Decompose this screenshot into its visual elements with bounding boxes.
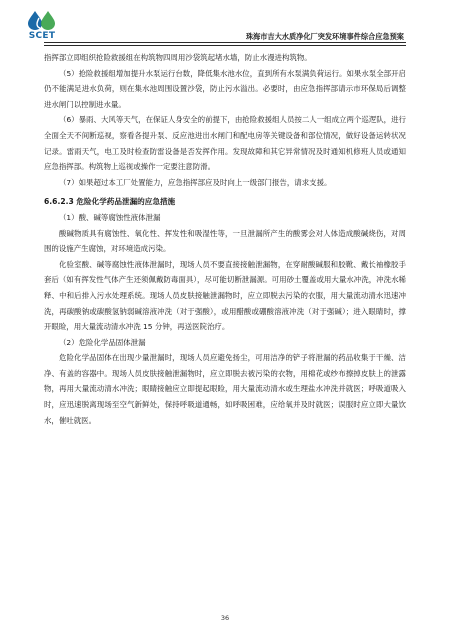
- paragraph: 化验室酸、碱等腐蚀性液体泄漏时，现场人员不要直接接触泄漏物，在穿耐酸碱服和胶靴、戴长袖橡胶手套后（如有挥发性气体产生还须佩戴防毒面具），尽可能切断泄漏源。可用砂土覆盖或用大量水冲洗，冲洗水稀释、中和后排入污水处理系统。现场人员皮肤接触泄漏物时，应立即脱去污染的衣服，用大量流动清水迅速冲洗，再碳酸钠或碳酸氢钠弱碱溶液冲洗（对于强酸），或用醋酸或硼酸溶液冲洗（对于强碱）；进入眼睛时，撑开眼睑，用大量流动清水冲洗 15 分钟，再送医院治疗。: [44, 259, 406, 332]
- section-heading: 6.6.2.3 危险化学药品泄漏的应急措施: [44, 197, 176, 207]
- water-drop-logo-icon: [22, 9, 62, 31]
- paragraph: （5）抢险救援组增加提升水泵运行台数，降低集水池水位，直到所有水泵满负荷运行。如果水泵全部开启仍不能满足进水负荷，则在集水池周围设置沙袋，防止污水溢出。必要时，由应急指挥部请示市环保局后调整进水闸门以控制进水量。: [44, 68, 406, 109]
- logo-wordmark: SCET: [28, 31, 56, 41]
- paragraph: （7）如果超过本工厂处置能力，应急指挥部应及时向上一级部门报告，请求支援。: [59, 177, 332, 187]
- company-logo: [22, 9, 62, 43]
- page-number: 36: [220, 614, 230, 622]
- subsection-title: （2）危险化学品固体泄漏: [59, 337, 146, 347]
- header-divider-thin: [44, 45, 406, 46]
- paragraph: （6）暴雨、大风等天气，在保证人身安全的前提下，由抢险救援组人员按二人一组成立两个巡逻队，进行全面全天不间断巡视，察看各提升泵、反应池进出水闸门和配电房等关键设备和部位情况，做好设备运转状况记录。雷雨天气，电工及时检查防雷设备是否发挥作用。发现故障和其它异常情况及时通知机修班人员或通知应急指挥部。构筑物上巡视或操作一定要注意防滑。: [44, 115, 406, 172]
- body-text: [44, 50, 406, 428]
- document-header-title: 珠海市吉大水质净化厂突发环境事件综合应急预案: [245, 32, 404, 41]
- header-divider: [44, 42, 406, 43]
- paragraph: 危险化学品固体在出现少量泄漏时，现场人员应避免扬尘，可用洁净的铲子将泄漏的药品收集于干燥、洁净、有盖的容器中。现场人员皮肤接触泄漏物时，应立即脱去被污染的衣物，用棉花或纱布擦掉皮肤上的泄露物，再用大量流动清水冲洗；眼睛接触应立即提起眼睑，用大量流动清水或生理盐水冲洗并就医；呼吸道吸入时，应迅速脱离现场至空气新鲜处，保持呼吸道通畅，如呼吸困难，应给氧并及时就医；误服时应立即大量饮水，催吐就医。: [44, 353, 406, 425]
- paragraph: 指挥部立即组织抢险救援组在构筑物四周用沙袋筑起堵水墙，防止水漫进构筑物。: [44, 53, 312, 62]
- paragraph: 酸碱物质具有腐蚀性、氧化性、挥发性和吸湿性等，一旦泄漏所产生的酸雾会对人体造成酸碱烧伤，对周围的设施产生腐蚀，对环境造成污染。: [44, 228, 406, 254]
- subsection-title: （1）酸、碱等腐蚀性液体泄漏: [59, 212, 161, 222]
